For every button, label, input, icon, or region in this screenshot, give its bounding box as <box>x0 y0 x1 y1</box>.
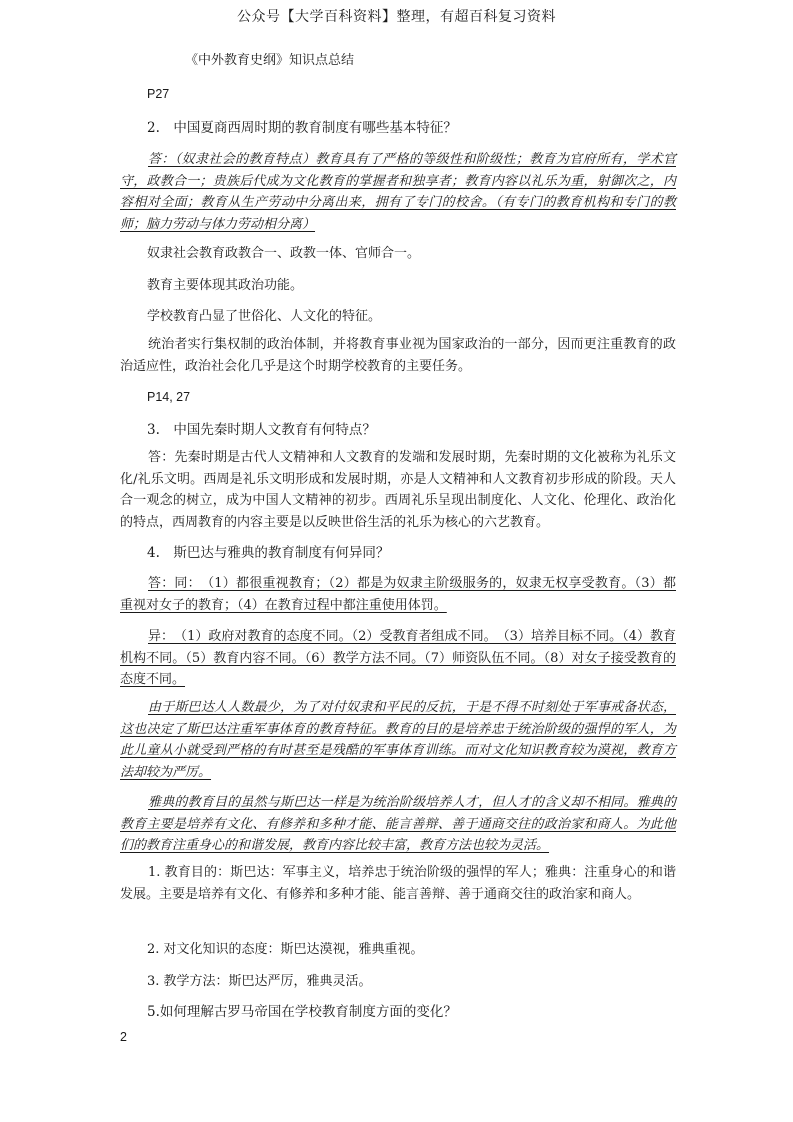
answer-4-diff: 异： （1）政府对教育的态度不同。（2）受教育者组成不同。 （3）培养目标不同。（4）教育机构不同。（5）教育内容不同。（6）教学方法不同。（7）师资队伍不同。（8）对女子接受教育的态度不同。 <box>120 629 676 687</box>
answer-4-point-3: 3. 教学方法：斯巴达严厉，雅典灵活。 <box>147 974 372 989</box>
answer-4-point-1: 1. 教育目的：斯巴达：军事主义，培养忠于统治阶级的强悍的军人；雅典：注重身心的和谐发展。主要是培养有文化、有修养和多种才能、能言善辩、善于通商交往的政治家和商人。 <box>120 865 676 902</box>
answer-2-line-2: 教育主要体现其政治功能。 <box>147 278 304 293</box>
page-reference: P14, 27 <box>147 390 191 404</box>
question-2: 2. 中国夏商西周时期的教育制度有哪些基本特征？ <box>147 120 457 136</box>
page-number: 2 <box>120 1030 127 1044</box>
answer-2-line-3: 学校教育凸显了世俗化、人文化的特征。 <box>147 309 382 324</box>
header-banner: 公众号【大学百科资料】整理，有超百科复习资料 <box>237 9 556 25</box>
answer-4-athens: 雅典的教育目的虽然与斯巴达一样是为统治阶级培养人才，但人才的含义却不相同。雅典的教育主要是培养有文化、有修养和多种才能、能言善辩、善于通商交往的政治家和商人。为此他们的教育注重身心的和谐发展，教育内容比较丰富，教育方法也较为灵活。 <box>120 795 676 853</box>
page-reference: P27 <box>147 87 170 101</box>
answer-4-same: 答：同： （1）都很重视教育；（2）都是为奴隶主阶级服务的，奴隶无权享受教育。（3）都重视对女子的教育；（4）在教育过程中都注重使用体罚。 <box>120 576 676 613</box>
answer-2-line-4: 统治者实行集权制的政治体制，并将教育事业视为国家政治的一部分，因而更注重教育的政治适应性，政治社会化几乎是这个时期学校教育的主要任务。 <box>120 337 676 374</box>
answer-4-sparta: 由于斯巴达人人数最少，为了对付奴隶和平民的反抗，于是不得不时刻处于军事戒备状态，这也决定了斯巴达注重军事体育的教育特征。教育的目的是培养忠于统治阶级的强悍的军人，为此儿童从小就受到严格的有时甚至是残酷的军事体育训练。而对文化知识教育较为漠视，教育方法却较为严厉。 <box>120 700 676 780</box>
answer-4-point-2: 2. 对文化知识的态度：斯巴达漠视，雅典重视。 <box>147 942 424 957</box>
answer-2-text: 答：（奴隶社会的教育特点）教育具有了严格的等级性和阶级性；教育为官府所有，学术官守，政教合一；贵族后代成为文化教育的掌握者和独享者；教育内容以礼乐为重，射御次之，内容相对全面；教育从生产劳动中分离出来，拥有了专门的校舍。（有专门的教育机构和专门的教师；脑力劳动与体力劳动相分离） <box>120 152 676 232</box>
question-4: 4. 斯巴达与雅典的教育制度有何异同？ <box>147 545 390 561</box>
document-title: 《中外教育史纲》知识点总结 <box>185 53 355 68</box>
question-5: 5.如何理解古罗马帝国在学校教育制度方面的变化？ <box>147 1004 457 1020</box>
question-3: 3. 中国先秦时期人文教育有何特点？ <box>147 422 376 438</box>
answer-2-underlined <box>120 149 676 235</box>
answer-2-line-1: 奴隶社会教育政教合一、政教一体、官师合一。 <box>147 246 421 261</box>
answer-3: 答：先秦时期是古代人文精神和人文教育的发端和发展时期，先秦时期的文化被称为礼乐文化/礼乐文明。西周是礼乐文明形成和发展时期，亦是人文精神和人文教育初步形成的阶段。天人合一观念的树立，成为中国人文精神的初步。西周礼乐呈现出制度化、人文化、伦理化、政治化的特点，西周教育的内容主要是以反映世俗生活的礼乐为核心的六艺教育。 <box>120 450 676 530</box>
